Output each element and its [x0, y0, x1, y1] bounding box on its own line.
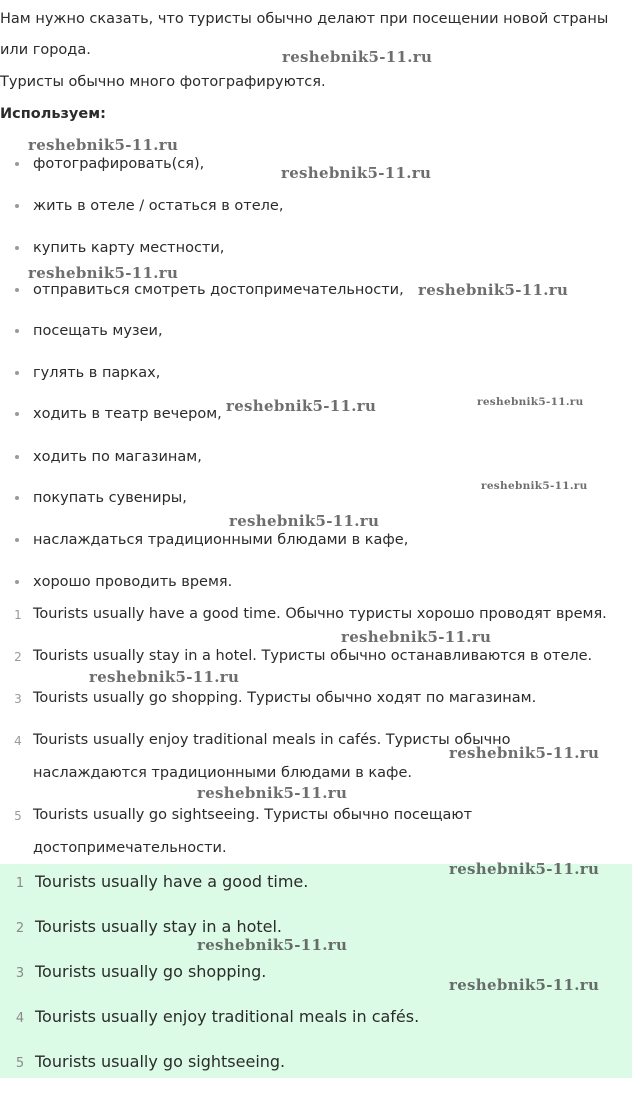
- watermark: reshebnik5-11.ru: [481, 480, 588, 492]
- answer-number: 1: [15, 876, 25, 891]
- list-item-text: ходить по магазинам,: [33, 449, 202, 465]
- section-heading: Используем:: [0, 106, 106, 122]
- answer-number: 4: [15, 1011, 25, 1026]
- item-text: Tourists usually have a good time. Обычно туристы хорошо проводят время.: [33, 606, 607, 622]
- list-item-text: ходить в театр вечером,: [33, 406, 222, 422]
- bullet-dot-icon: [15, 204, 19, 208]
- answer-box: [0, 864, 632, 1078]
- list-item-text: купить карту местности,: [33, 240, 225, 256]
- answer-number: 2: [15, 921, 25, 936]
- answer-text: Tourists usually go shopping.: [35, 962, 267, 981]
- bullet-dot-icon: [15, 329, 19, 333]
- item-number: 2: [14, 650, 22, 664]
- intro-line-2: или города.: [0, 42, 91, 58]
- watermark: reshebnik5-11.ru: [341, 628, 492, 646]
- watermark: reshebnik5-11.ru: [28, 264, 179, 282]
- answer-number: 3: [15, 966, 25, 981]
- bullet-dot-icon: [15, 162, 19, 166]
- bullet-dot-icon: [15, 496, 19, 500]
- item-text-line-1: Tourists usually go sightseeing. Туристы обычно посещают: [33, 807, 473, 823]
- list-item-text: фотографировать(ся),: [33, 156, 205, 172]
- item-text-line-2: наслаждаются традиционными блюдами в кафе.: [33, 765, 412, 781]
- bullet-dot-icon: [15, 538, 19, 542]
- answer-text: Tourists usually go sightseeing.: [35, 1052, 286, 1071]
- item-text: Tourists usually go shopping. Туристы обычно ходят по магазинам.: [33, 690, 537, 706]
- list-item-text: гулять в парках,: [33, 365, 161, 381]
- item-number: 3: [14, 692, 22, 706]
- item-text-line-1: Tourists usually enjoy traditional meals in cafés. Туристы обычно: [33, 732, 511, 748]
- list-item-text: наслаждаться традиционными блюдами в кафе,: [33, 532, 409, 548]
- watermark: reshebnik5-11.ru: [449, 860, 600, 878]
- watermark: reshebnik5-11.ru: [89, 668, 240, 686]
- watermark: reshebnik5-11.ru: [197, 784, 348, 802]
- watermark: reshebnik5-11.ru: [197, 936, 348, 954]
- watermark: reshebnik5-11.ru: [477, 396, 584, 408]
- item-number: 1: [14, 608, 22, 622]
- item-number: 4: [14, 734, 22, 748]
- item-number: 5: [14, 809, 22, 823]
- item-text: Tourists usually stay in a hotel. Туристы обычно останавливаются в отеле.: [33, 648, 593, 664]
- bullet-dot-icon: [15, 580, 19, 584]
- watermark: reshebnik5-11.ru: [281, 164, 432, 182]
- answer-text: Tourists usually have a good time.: [35, 872, 309, 891]
- bullet-dot-icon: [15, 412, 19, 416]
- bullet-dot-icon: [15, 455, 19, 459]
- watermark: reshebnik5-11.ru: [229, 512, 380, 530]
- watermark: reshebnik5-11.ru: [28, 136, 179, 154]
- watermark: reshebnik5-11.ru: [226, 397, 377, 415]
- bullet-dot-icon: [15, 288, 19, 292]
- list-item-text: хорошо проводить время.: [33, 574, 233, 590]
- list-item-text: покупать сувениры,: [33, 490, 187, 506]
- list-item-text: посещать музеи,: [33, 323, 163, 339]
- watermark: reshebnik5-11.ru: [418, 281, 569, 299]
- list-item-text: отправиться смотреть достопримечательности,: [33, 282, 404, 298]
- bullet-dot-icon: [15, 246, 19, 250]
- watermark: reshebnik5-11.ru: [449, 976, 600, 994]
- intro-line-1: Нам нужно сказать, что туристы обычно делают при посещении новой страны: [0, 11, 609, 27]
- item-text-line-2: достопримечательности.: [33, 840, 227, 856]
- answer-number: 5: [15, 1056, 25, 1071]
- bullet-dot-icon: [15, 371, 19, 375]
- answer-text: Tourists usually stay in a hotel.: [35, 917, 283, 936]
- watermark: reshebnik5-11.ru: [449, 744, 600, 762]
- list-item-text: жить в отеле / остаться в отеле,: [33, 198, 284, 214]
- answer-text: Tourists usually enjoy traditional meals in cafés.: [35, 1007, 420, 1026]
- intro-line-3: Туристы обычно много фотографируются.: [0, 74, 326, 90]
- watermark: reshebnik5-11.ru: [282, 48, 433, 66]
